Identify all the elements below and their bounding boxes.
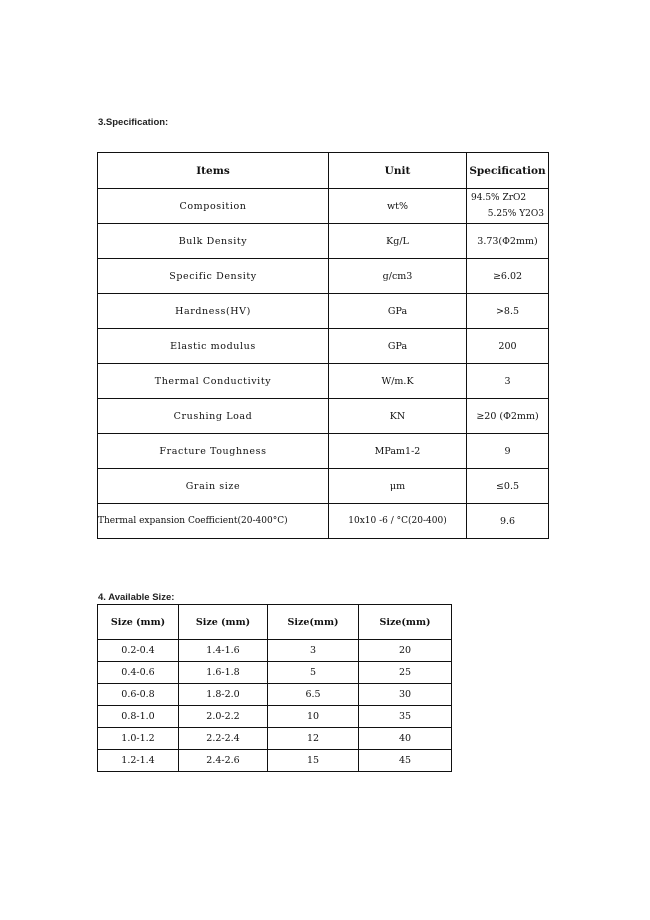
size-cell: 12 — [268, 728, 359, 750]
size-cell: 3 — [268, 640, 359, 662]
table-row — [98, 294, 549, 329]
table-row — [98, 434, 549, 469]
size-cell: 1.8-2.0 — [179, 684, 268, 706]
table-row — [98, 469, 549, 504]
item-cell: Specific Density — [98, 259, 329, 294]
size-cell: 2.4-2.6 — [179, 750, 268, 772]
table-row — [98, 640, 452, 662]
available-size-heading: 4. Available Size: — [98, 592, 175, 603]
unit-cell: 10x10 -6 / °C(20-400) — [329, 504, 467, 539]
unit-cell: μm — [329, 469, 467, 504]
item-cell: Thermal Conductivity — [98, 364, 329, 399]
item-cell: Grain size — [98, 469, 329, 504]
table-row — [98, 329, 549, 364]
specification-heading: 3.Specification: — [98, 117, 169, 128]
spec-cell: 9 — [467, 434, 549, 469]
size-cell: 35 — [359, 706, 452, 728]
item-cell: Composition — [98, 189, 329, 224]
unit-cell: GPa — [329, 329, 467, 364]
size-header-row — [98, 605, 452, 640]
unit-cell: MPam1-2 — [329, 434, 467, 469]
spec-cell: >8.5 — [467, 294, 549, 329]
item-cell: Hardness(HV) — [98, 294, 329, 329]
size-cell: 5 — [268, 662, 359, 684]
table-row — [98, 662, 452, 684]
unit-cell: KN — [329, 399, 467, 434]
table-row — [98, 399, 549, 434]
specification-table — [97, 152, 549, 539]
item-cell: Elastic modulus — [98, 329, 329, 364]
table-row — [98, 364, 549, 399]
size-cell: 40 — [359, 728, 452, 750]
spec-cell — [467, 189, 549, 224]
column-header-size: Size(mm) — [268, 605, 359, 640]
unit-cell: wt% — [329, 189, 467, 224]
item-cell: Crushing Load — [98, 399, 329, 434]
size-cell: 45 — [359, 750, 452, 772]
size-cell: 0.6-0.8 — [98, 684, 179, 706]
size-cell: 15 — [268, 750, 359, 772]
spec-cell: 3.73(Φ2mm) — [467, 224, 549, 259]
composition-zro2: 94.5% ZrO2 — [471, 193, 527, 203]
column-header-unit: Unit — [329, 153, 467, 189]
table-row — [98, 706, 452, 728]
composition-y2o3: 5.25% Y2O3 — [487, 209, 544, 219]
table-row — [98, 189, 549, 224]
spec-cell: 3 — [467, 364, 549, 399]
column-header-specification: Specification — [467, 153, 549, 189]
spec-cell: ≤0.5 — [467, 469, 549, 504]
available-size-table — [97, 604, 452, 772]
size-cell: 1.6-1.8 — [179, 662, 268, 684]
specification-header-row — [98, 153, 549, 189]
table-row — [98, 750, 452, 772]
size-cell: 30 — [359, 684, 452, 706]
column-header-size: Size (mm) — [98, 605, 179, 640]
table-row — [98, 684, 452, 706]
size-cell: 2.2-2.4 — [179, 728, 268, 750]
spec-cell: 9.6 — [467, 504, 549, 539]
size-cell: 6.5 — [268, 684, 359, 706]
table-row — [98, 728, 452, 750]
spec-cell: ≥20 (Φ2mm) — [467, 399, 549, 434]
spec-cell: ≥6.02 — [467, 259, 549, 294]
item-cell: Thermal expansion Coefficient(20-400°C) — [98, 504, 329, 539]
item-cell: Bulk Density — [98, 224, 329, 259]
column-header-size: Size (mm) — [179, 605, 268, 640]
unit-cell: W/m.K — [329, 364, 467, 399]
unit-cell: GPa — [329, 294, 467, 329]
table-row — [98, 504, 549, 539]
size-cell: 10 — [268, 706, 359, 728]
size-cell: 0.2-0.4 — [98, 640, 179, 662]
column-header-items: Items — [98, 153, 329, 189]
size-cell: 0.4-0.6 — [98, 662, 179, 684]
size-cell: 0.8-1.0 — [98, 706, 179, 728]
size-cell: 2.0-2.2 — [179, 706, 268, 728]
size-cell: 20 — [359, 640, 452, 662]
size-cell: 1.0-1.2 — [98, 728, 179, 750]
column-header-size: Size(mm) — [359, 605, 452, 640]
size-cell: 25 — [359, 662, 452, 684]
table-row — [98, 259, 549, 294]
size-cell: 1.2-1.4 — [98, 750, 179, 772]
size-cell: 1.4-1.6 — [179, 640, 268, 662]
unit-cell: g/cm3 — [329, 259, 467, 294]
item-cell: Fracture Toughness — [98, 434, 329, 469]
unit-cell: Kg/L — [329, 224, 467, 259]
spec-cell: 200 — [467, 329, 549, 364]
table-row — [98, 224, 549, 259]
